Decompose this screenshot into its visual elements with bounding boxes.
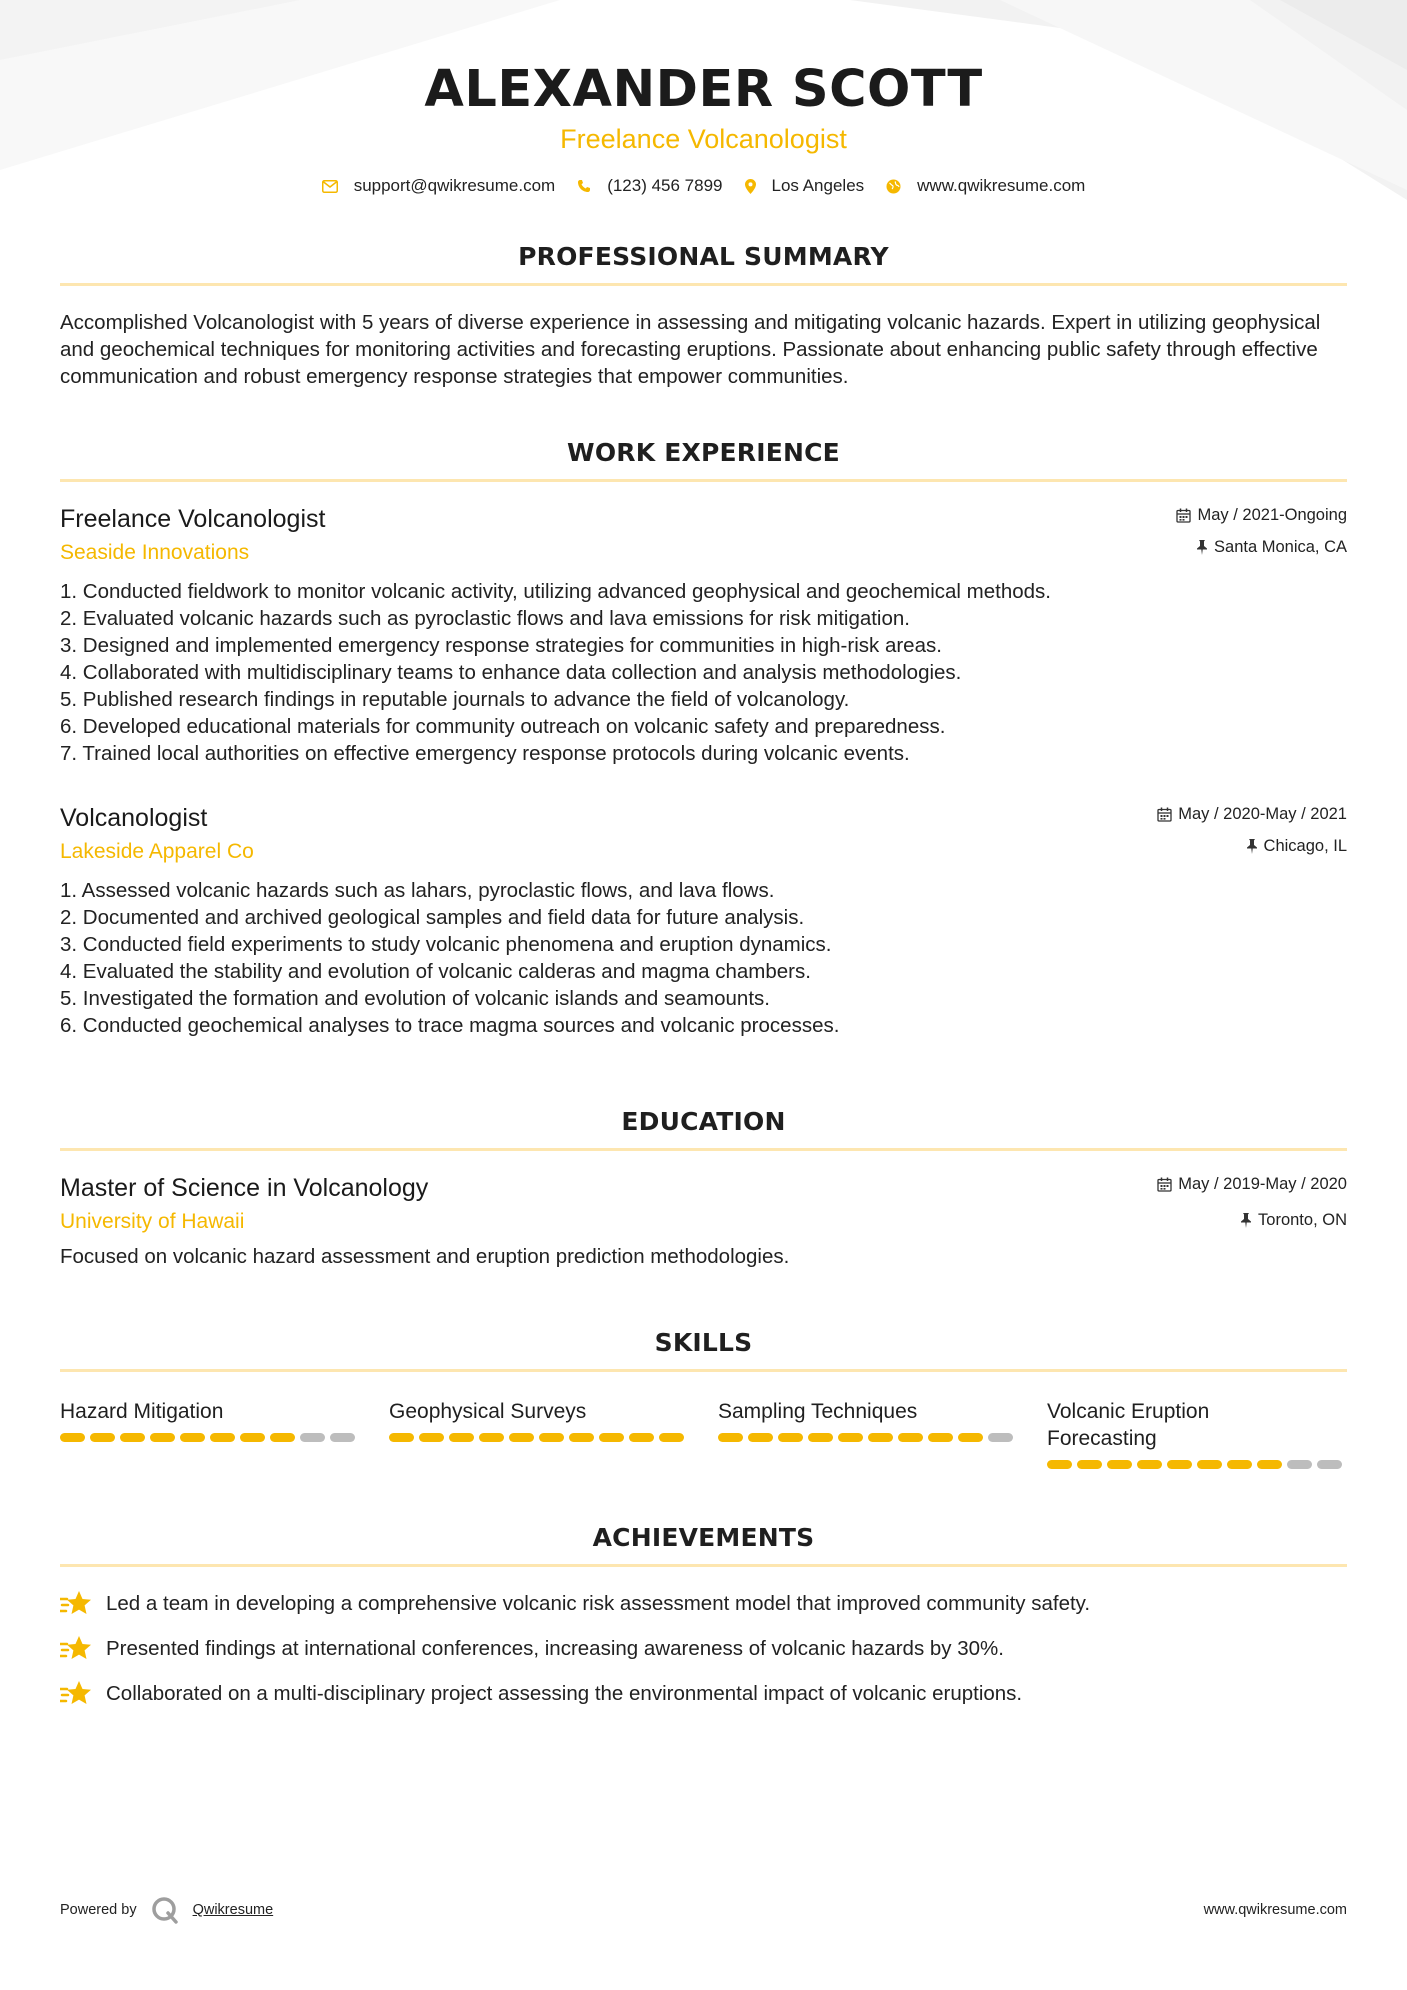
skill-segment-empty — [988, 1433, 1013, 1442]
skill-level-bar — [389, 1433, 689, 1442]
job-dates: May / 2021-Ongoing — [1197, 505, 1347, 524]
summary-text: Accomplished Volcanologist with 5 years of diverse experience in assessing and mitigating volcanic hazards. Expert in utilizing geophysical and geochemical techniques for monitoring activities and forecasting eruptions. Passionate about enhancing public safety through effective communication and robust emergency response strategies that empower communities. — [60, 311, 1321, 388]
pushpin-icon — [1240, 1213, 1252, 1228]
skill-segment-filled — [629, 1433, 654, 1442]
skills-list — [60, 1398, 1347, 1469]
achievement-item — [60, 1589, 1347, 1619]
candidate-name: ALEXANDER SCOTT — [424, 60, 983, 119]
section-divider — [60, 283, 1347, 286]
job-bullet: 4. Evaluated the stability and evolution of volcanic calderas and magma chambers. — [60, 960, 811, 983]
map-marker-icon — [745, 179, 756, 194]
contact-phone-text: (123) 456 7899 — [607, 176, 723, 195]
skill-segment-empty — [300, 1433, 325, 1442]
skill-segment-filled — [808, 1433, 833, 1442]
qwikresume-logo-icon — [151, 1896, 179, 1924]
skill-name: Hazard Mitigation — [60, 1400, 224, 1423]
skill-segment-filled — [718, 1433, 743, 1442]
achievements-section — [60, 1523, 1347, 1709]
skill-segment-filled — [1167, 1460, 1192, 1469]
skill-segment-filled — [479, 1433, 504, 1442]
skill-segment-filled — [449, 1433, 474, 1442]
skill-segment-filled — [838, 1433, 863, 1442]
job-bullet: 5. Investigated the formation and evolution of volcanic islands and seamounts. — [60, 987, 770, 1010]
section-divider — [60, 479, 1347, 482]
achievement-text: Presented findings at international conferences, increasing awareness of volcanic hazards by 30%. — [106, 1637, 1004, 1660]
skill-segment-empty — [1317, 1460, 1342, 1469]
skill-segment-filled — [240, 1433, 265, 1442]
skill-name: Volcanic Eruption Forecasting — [1047, 1400, 1210, 1450]
contact-email-text: support@qwikresume.com — [353, 176, 556, 195]
contact-email[interactable] — [322, 176, 556, 196]
skill-segment-filled — [509, 1433, 534, 1442]
candidate-title: Freelance Volcanologist — [560, 124, 847, 154]
job-bullets — [60, 877, 1347, 1039]
job-bullet: 6. Conducted geochemical analyses to trace magma sources and volcanic processes. — [60, 1014, 840, 1037]
contact-phone[interactable] — [577, 176, 722, 196]
globe-icon — [886, 179, 901, 194]
skill-segment-filled — [868, 1433, 893, 1442]
star-icon — [60, 1635, 92, 1663]
job-meta — [1176, 504, 1347, 558]
skill-name: Sampling Techniques — [718, 1400, 918, 1423]
job-bullets — [60, 578, 1347, 767]
education-description: Focused on volcanic hazard assessment and eruption prediction methodologies. — [60, 1245, 790, 1268]
skill-segment-filled — [778, 1433, 803, 1442]
contact-bar — [60, 176, 1347, 196]
skill-segment-filled — [270, 1433, 295, 1442]
job-meta — [1157, 803, 1347, 857]
skill-level-bar — [60, 1433, 360, 1442]
skill-item — [389, 1398, 689, 1469]
skill-segment-filled — [1047, 1460, 1072, 1469]
job-entry — [60, 504, 1347, 767]
job-bullet: 5. Published research findings in reputable journals to advance the field of volcanology. — [60, 688, 850, 711]
skill-item — [1047, 1398, 1347, 1469]
skill-segment-filled — [389, 1433, 414, 1442]
skill-segment-filled — [90, 1433, 115, 1442]
skills-heading: SKILLS — [654, 1328, 753, 1357]
skill-item — [60, 1398, 360, 1469]
skill-segment-empty — [330, 1433, 355, 1442]
skill-segment-filled — [569, 1433, 594, 1442]
skill-segment-filled — [1257, 1460, 1282, 1469]
job-bullet: 2. Documented and archived geological samples and field data for future analysis. — [60, 906, 805, 929]
achievement-text: Collaborated on a multi-disciplinary project assessing the environmental impact of volcanic eruptions. — [106, 1682, 1023, 1705]
skills-section — [60, 1328, 1347, 1469]
job-title: Freelance Volcanologist — [60, 505, 326, 533]
skill-level-bar — [718, 1433, 1018, 1442]
education-entry — [60, 1173, 1347, 1270]
skill-segment-filled — [898, 1433, 923, 1442]
skill-segment-filled — [1197, 1460, 1222, 1469]
job-company: Seaside Innovations — [60, 541, 250, 564]
job-bullet: 7. Trained local authorities on effective emergency response protocols during volcanic events. — [60, 742, 910, 765]
section-divider — [60, 1369, 1347, 1372]
job-company: Lakeside Apparel Co — [60, 840, 254, 863]
education-meta — [1157, 1173, 1347, 1231]
experience-section — [60, 438, 1347, 1039]
education-degree: Master of Science in Volcanology — [60, 1174, 429, 1202]
resume-header — [60, 0, 1347, 196]
envelope-icon — [322, 180, 338, 193]
skill-segment-filled — [120, 1433, 145, 1442]
job-bullet: 3. Conducted field experiments to study volcanic phenomena and eruption dynamics. — [60, 933, 832, 956]
skill-segment-filled — [539, 1433, 564, 1442]
skill-segment-filled — [1137, 1460, 1162, 1469]
skill-item — [718, 1398, 1018, 1469]
job-entry — [60, 803, 1347, 1039]
footer-website[interactable]: www.qwikresume.com — [1203, 1902, 1347, 1918]
skill-segment-filled — [419, 1433, 444, 1442]
star-icon — [60, 1680, 92, 1708]
achievements-list — [60, 1589, 1347, 1709]
summary-heading: PROFESSIONAL SUMMARY — [518, 242, 889, 271]
calendar-icon — [1157, 1177, 1172, 1192]
pushpin-icon — [1196, 540, 1208, 555]
experience-heading: WORK EXPERIENCE — [567, 438, 840, 467]
job-bullet: 6. Developed educational materials for community outreach on volcanic safety and preparedness. — [60, 715, 946, 738]
education-school: University of Hawaii — [60, 1210, 245, 1233]
skill-segment-filled — [748, 1433, 773, 1442]
job-bullet: 2. Evaluated volcanic hazards such as pyroclastic flows and lava emissions for risk mitigation. — [60, 607, 910, 630]
job-bullet: 4. Collaborated with multidisciplinary teams to enhance data collection and analysis methodologies. — [60, 661, 962, 684]
skill-segment-filled — [180, 1433, 205, 1442]
contact-location — [745, 176, 865, 196]
page-footer — [60, 1896, 1347, 1924]
skill-segment-filled — [958, 1433, 983, 1442]
education-section — [60, 1107, 1347, 1270]
education-location: Toronto, ON — [1258, 1210, 1347, 1229]
skill-segment-filled — [1227, 1460, 1252, 1469]
skill-segment-filled — [659, 1433, 684, 1442]
contact-website-text: www.qwikresume.com — [917, 176, 1086, 195]
phone-icon — [577, 179, 591, 193]
calendar-icon — [1157, 807, 1172, 822]
achievement-item — [60, 1634, 1347, 1664]
skill-segment-filled — [599, 1433, 624, 1442]
calendar-icon — [1176, 508, 1191, 523]
job-title: Volcanologist — [60, 804, 208, 832]
skill-segment-filled — [150, 1433, 175, 1442]
section-divider — [60, 1148, 1347, 1151]
contact-website[interactable] — [886, 176, 1085, 196]
skill-segment-filled — [210, 1433, 235, 1442]
skill-segment-filled — [928, 1433, 953, 1442]
pushpin-icon — [1246, 839, 1258, 854]
job-location: Chicago, IL — [1263, 836, 1347, 855]
qwikresume-link[interactable]: Qwikresume — [192, 1902, 274, 1918]
section-divider — [60, 1564, 1347, 1567]
achievements-heading: ACHIEVEMENTS — [592, 1523, 815, 1552]
job-dates: May / 2020-May / 2021 — [1178, 804, 1347, 823]
skill-segment-filled — [1107, 1460, 1132, 1469]
skill-segment-filled — [60, 1433, 85, 1442]
skill-level-bar — [1047, 1460, 1347, 1469]
job-bullet: 3. Designed and implemented emergency response strategies for communities in high-risk areas. — [60, 634, 942, 657]
powered-by-label: Powered by — [60, 1902, 137, 1918]
job-bullet: 1. Assessed volcanic hazards such as lahars, pyroclastic flows, and lava flows. — [60, 879, 775, 902]
skill-segment-filled — [1077, 1460, 1102, 1469]
contact-location-text: Los Angeles — [771, 176, 865, 195]
education-dates: May / 2019-May / 2020 — [1178, 1174, 1347, 1193]
job-bullet: 1. Conducted fieldwork to monitor volcanic activity, utilizing advanced geophysical and geochemical methods. — [60, 580, 1051, 603]
skill-segment-empty — [1287, 1460, 1312, 1469]
education-heading: EDUCATION — [621, 1107, 786, 1136]
achievement-text: Led a team in developing a comprehensive volcanic risk assessment model that improved community safety. — [106, 1592, 1091, 1615]
achievement-item — [60, 1679, 1347, 1709]
job-location: Santa Monica, CA — [1214, 537, 1347, 556]
skill-name: Geophysical Surveys — [389, 1400, 587, 1423]
summary-section — [60, 242, 1347, 390]
star-icon — [60, 1590, 92, 1618]
